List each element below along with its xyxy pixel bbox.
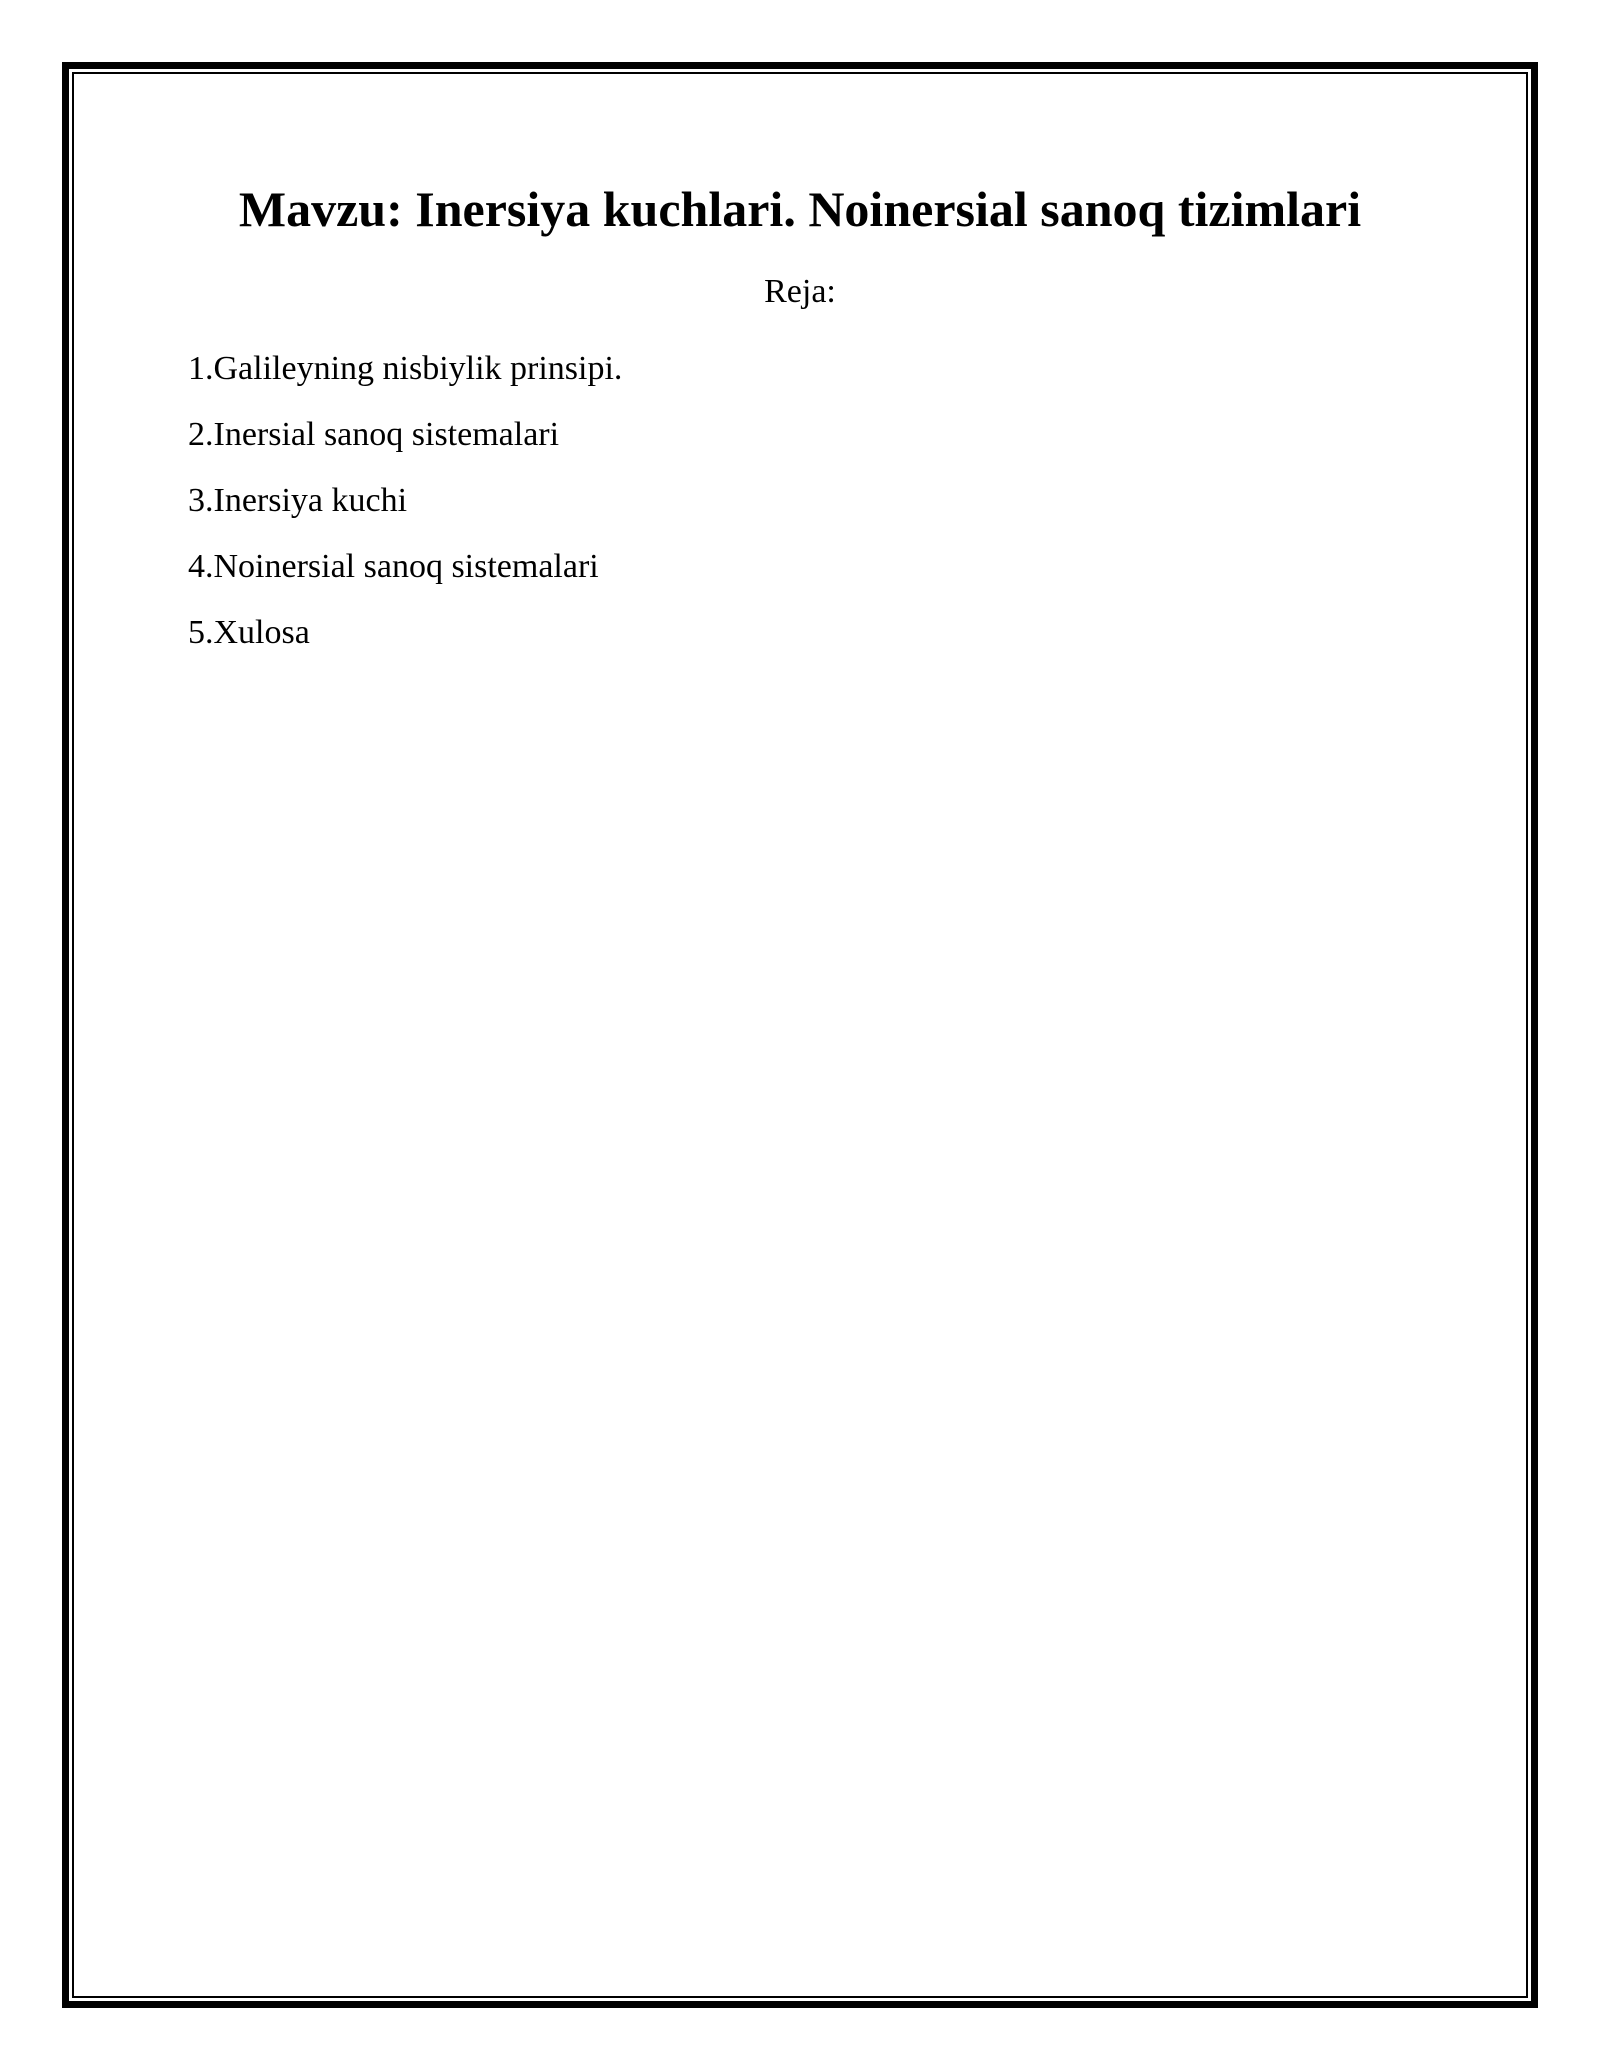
plan-item: 2.Inersial sanoq sistemalari xyxy=(188,416,560,453)
plan-item: 3.Inersiya kuchi xyxy=(188,482,408,519)
document-page xyxy=(72,72,1528,1998)
plan-item: 1.Galileyning nisbiylik prinsipi. xyxy=(188,350,623,387)
plan-heading: Reja: xyxy=(764,273,836,310)
plan-item: 5.Xulosa xyxy=(188,614,310,651)
plan-list xyxy=(188,336,622,666)
plan-item: 4.Noinersial sanoq sistemalari xyxy=(188,548,599,585)
document-title: Mavzu: Inersiya kuchlari. Noinersial sanoq tizimlari xyxy=(238,181,1362,237)
